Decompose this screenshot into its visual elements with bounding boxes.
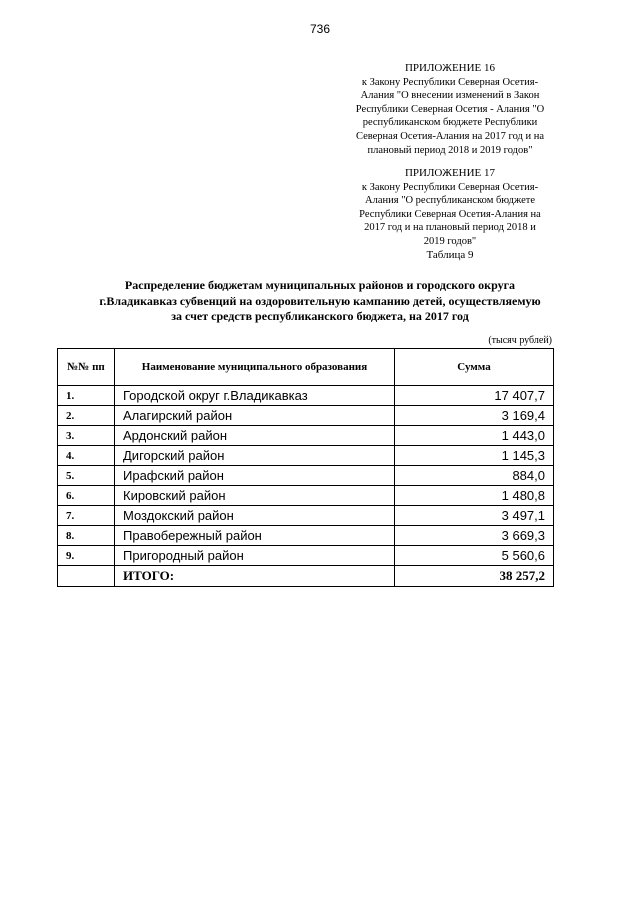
row-name: Правобережный район [115,526,395,546]
appendix-17-block [340,167,560,262]
appendix-17-line: 2017 год и на плановый период 2018 и [364,222,536,234]
row-sum: 1 145,3 [395,446,554,466]
appendix-16-title: ПРИЛОЖЕНИЕ 16 [404,62,496,74]
row-number: 8. [58,526,115,546]
table-row [58,406,554,426]
row-number: 7. [58,506,115,526]
row-number: 2. [58,406,115,426]
row-number: 1. [58,386,115,406]
row-number: 5. [58,466,115,486]
total-row [58,566,554,587]
header-sum: Сумма [395,349,554,386]
table-row [58,506,554,526]
appendix-17-title: ПРИЛОЖЕНИЕ 17 [404,167,496,179]
appendix-16-line: к Закону Республики Северная Осетия- [361,76,539,88]
table-row [58,546,554,566]
row-sum: 884,0 [395,466,554,486]
row-sum: 3 669,3 [395,526,554,546]
total-sum: 38 257,2 [395,566,554,587]
row-sum: 3 497,1 [395,506,554,526]
appendix-17-line: к Закону Республики Северная Осетия- [361,181,539,193]
table-reference: Таблица 9 [426,248,474,261]
row-name: Ирафский район [115,466,395,486]
appendix-16-line: плановый период 2018 и 2019 годов" [367,144,533,156]
row-sum: 5 560,6 [395,546,554,566]
row-sum: 17 407,7 [395,386,554,406]
row-name: Городской округ г.Владикавказ [115,386,395,406]
document-title-line: Распределение бюджетам муниципальных районов и городского округа [124,278,516,292]
row-number: 6. [58,486,115,506]
budget-table [57,348,554,587]
table-row [58,486,554,506]
row-name: Кировский район [115,486,395,506]
page-number: 736 [309,22,331,36]
row-name: Алагирский район [115,406,395,426]
document-title-line: за счет средств республиканского бюджета, на 2017 год [171,309,469,323]
table-row [58,386,554,406]
table-row [58,446,554,466]
row-number: 4. [58,446,115,466]
appendix-16-block [340,62,560,157]
appendix-17-line: Алания "О республиканском бюджете [365,195,535,207]
document-title-line: г.Владикавказ субвенций на оздоровительную кампанию детей, осуществляемую [99,293,541,308]
row-number: 3. [58,426,115,446]
appendix-16-line: республиканском бюджете Республики [362,117,538,129]
appendix-16-line: Алания "О внесении изменений в Закон [360,90,540,102]
table-row [58,426,554,446]
appendix-17-line: Республики Северная Осетия-Алания на [359,208,541,220]
row-sum: 1 443,0 [395,426,554,446]
row-sum: 3 169,4 [395,406,554,426]
header-name: Наименование муниципального образования [115,349,395,386]
table-row [58,526,554,546]
table-row [58,466,554,486]
row-number: 9. [58,546,115,566]
row-name: Моздокский район [115,506,395,526]
row-name: Пригородный район [115,546,395,566]
appendix-17-line: 2019 годов" [423,235,477,247]
total-number-cell [58,566,115,587]
row-name: Ардонский район [115,426,395,446]
appendix-16-line: Республики Северная Осетия - Алания "О [355,103,545,115]
row-sum: 1 480,8 [395,486,554,506]
units-label: (тысяч рублей) [488,335,552,346]
document-title [60,278,580,325]
row-name: Дигорский район [115,446,395,466]
appendix-16-line: Северная Осетия-Алания на 2017 год и на [355,130,545,142]
header-number: №№ пп [58,349,115,386]
total-label: ИТОГО: [115,566,395,587]
table-header-row [58,349,554,386]
